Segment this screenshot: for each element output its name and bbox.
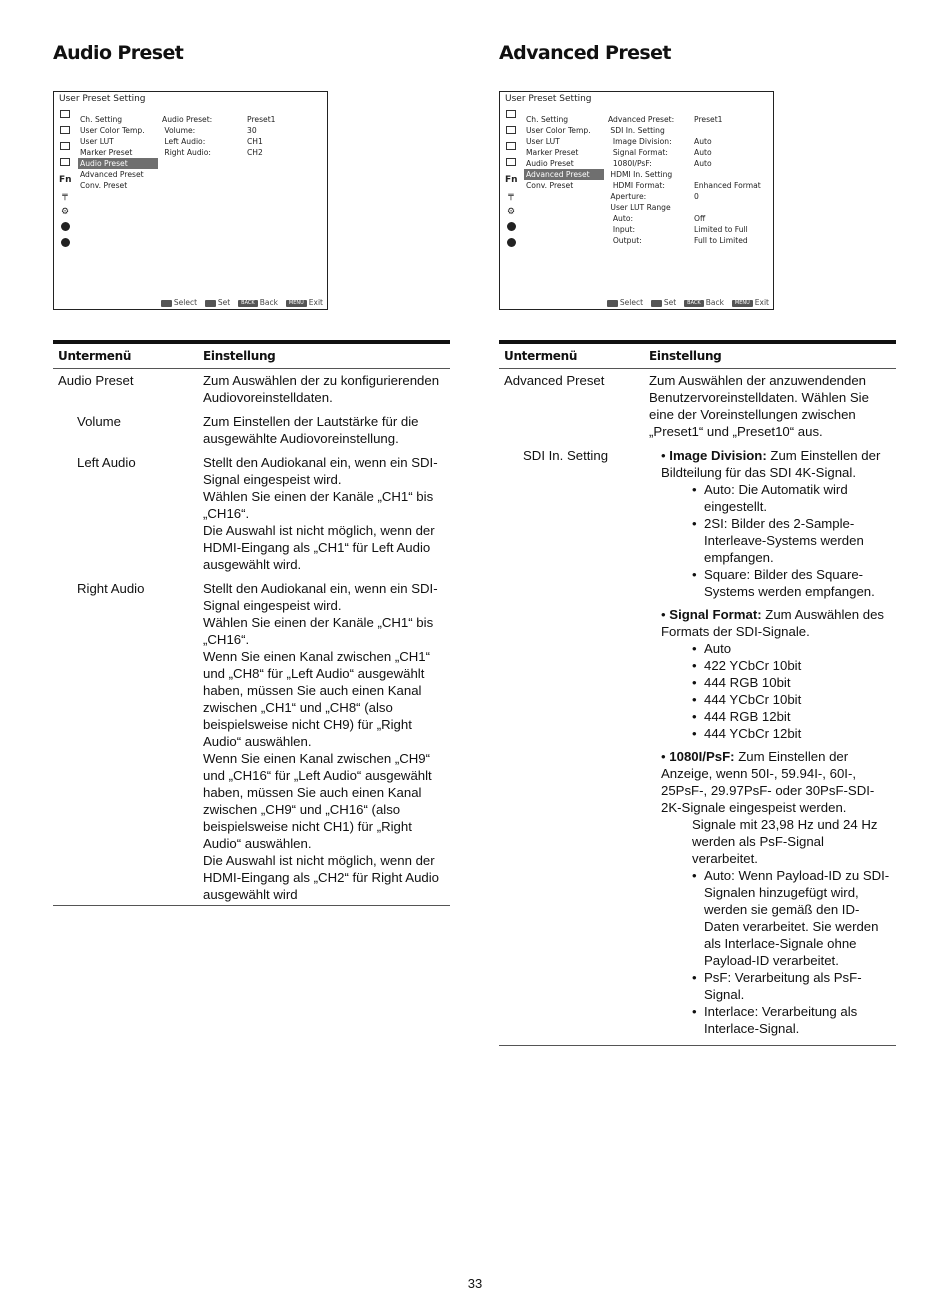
lut-icon [59,142,71,158]
description-paragraph: Zum Auswählen der zu konfigurierenden Audiovoreinstelldaten. [203,373,440,405]
setting-value: Preset1 [694,115,723,124]
sub-bullet-item [692,640,891,657]
icon-column [59,110,71,254]
key-label: Back [705,298,724,307]
bullet-term: Signal Format: [669,607,762,622]
menu-item: User LUT [80,137,114,146]
marker-icon [505,158,517,174]
menu-item: Audio Preset [78,158,158,169]
bullet-desc: Zum Einstellen der Anzeige, wenn 50I-, 59.94I-, 60I-, 25PsF-, 29.97PsF- oder 30PsF-SDI-2K-Signale eingespeist werden. [661,749,875,815]
description-paragraph: Zum Einstellen der Lautstärke für die ausgewählte Audiovoreinstellung. [203,414,419,446]
sub-bullet-text: 422 YCbCr 10bit [704,658,802,673]
submenu-name: Right Audio [53,577,198,906]
sub-bullet-item [692,708,891,725]
settings-table [53,340,450,906]
setting-value: Preset1 [247,115,276,124]
sub-bullet-item [692,867,891,969]
person-icon [59,110,71,126]
setting-label: SDI In. Setting [608,126,665,135]
tool-icon [505,222,517,238]
table-row [499,369,896,445]
key-label: Exit [754,298,769,307]
sub-bullet-text: Auto: Wenn Payload-ID zu SDI-Signalen hinzugefügt wird, werden sie gemäß den ID-Daten verarbeitet. Sie werden als Interlace-Signale ohne Payload-ID verarbeitet. [704,868,890,968]
menu-screenshot [499,91,774,310]
key-icon [205,300,216,307]
menu-item: User Color Temp. [526,126,591,135]
setting-value: Off [694,214,706,223]
bullet-term: 1080I/PsF: [669,749,735,764]
key-icon [161,300,172,307]
setting-value: 30 [247,126,257,135]
marker-icon [59,158,71,174]
bullet-marker: • [661,448,670,463]
sub-bullet-item [692,969,891,1003]
column-header-submenu: Untermenü [499,342,644,369]
bullet-marker: • [661,607,670,622]
bullet-marker: • [692,868,697,883]
bullet-marker: • [692,516,697,531]
menu-item: Conv. Preset [526,181,574,190]
menu-item: Advanced Preset [524,169,604,180]
setting-value: Enhanced Format [694,181,761,190]
menu-item: Advanced Preset [80,170,144,179]
sub-bullet-text: 444 RGB 10bit [704,675,791,690]
submenu-name: Left Audio [77,455,136,470]
menu-item: Conv. Preset [80,181,128,190]
section-heading: Audio Preset [53,42,184,64]
sub-bullet-item [692,481,891,515]
key-icon: MENU [286,300,307,307]
sub-bullet-text: PsF: Verarbeitung als PsF-Signal. [704,970,862,1002]
key-label: Back [259,298,278,307]
person-icon [505,110,517,126]
setting-label: Image Division: [608,137,672,146]
key-label: Set [217,298,231,307]
screen-title: User Preset Setting [59,94,146,104]
menu-screenshot [53,91,328,310]
bullet-marker: • [692,567,697,582]
menu-item: Ch. Setting [526,115,569,124]
menu-item: Audio Preset [526,159,574,168]
key-icon [607,300,618,307]
bullet-note: Signale mit 23,98 Hz und 24 Hz werden als PsF-Signal verarbeitet. [692,817,878,866]
setting-description [644,444,896,1046]
bullet-marker: • [692,641,697,656]
setting-label: User LUT Range [608,203,671,212]
menu-item: Marker Preset [80,148,133,157]
key-icon: MENU [732,300,753,307]
bullet-item [649,748,891,1037]
key-icon [651,300,662,307]
setting-value: Auto [694,159,712,168]
setting-label: Auto: [608,214,634,223]
sub-bullet-item [692,566,891,600]
sub-bullet-text: 444 YCbCr 10bit [704,692,802,707]
description-paragraph: Wählen Sie einen der Kanäle „CH1“ bis „CH16“. [203,489,434,521]
menu-item: Marker Preset [526,148,579,157]
page-number: 33 [467,1276,483,1289]
sub-bullet-text: 444 YCbCr 12bit [704,726,802,741]
bullet-marker: • [692,970,697,985]
bullet-marker: • [692,709,697,724]
lut-icon [505,142,517,158]
setting-label: 1080I/PsF: [608,159,652,168]
table-row [53,369,450,411]
menu-item: Ch. Setting [80,115,123,124]
sub-bullet-text: Auto: Die Automatik wird eingestellt. [704,482,848,514]
setting-label: Advanced Preset: [608,115,675,124]
bullet-term: Image Division: [669,448,767,463]
setting-value: Full to Limited [694,236,748,245]
sub-bullet-text: Square: Bilder des Square-Systems werden empfangen. [704,567,875,599]
sub-bullet-item [692,691,891,708]
bullet-marker: • [692,726,697,741]
sub-bullet-item [692,1003,891,1037]
setting-value: CH2 [247,148,263,157]
setting-description [198,577,450,906]
setting-label: Output: [608,236,642,245]
key-icon: BACK [238,300,258,307]
setting-label: HDMI Format: [608,181,665,190]
submenu-name: Advanced Preset [504,373,605,388]
setting-value: CH1 [247,137,263,146]
setting-label: Signal Format: [608,148,668,157]
description-paragraph: Wenn Sie einen Kanal zwischen „CH9“ und „CH16“ für „Left Audio“ ausgewählt haben, müssen Sie auch einen Kanal zwischen „CH9“ und „CH16“ (also beispielsweise nicht CH1) für „Right Audio“ auswählen. [203,751,432,851]
fn-icon: Fn [59,175,72,185]
sub-bullet-item [692,657,891,674]
setting-label: HDMI In. Setting [608,170,673,179]
setting-description [198,451,450,577]
bullet-item [649,447,891,600]
description-paragraph: Die Auswahl ist nicht möglich, wenn der HDMI-Eingang als „CH1“ für Left Audio ausgewählt wird. [203,523,435,572]
setting-values [694,114,761,246]
screen-footer [153,298,323,307]
bullet-marker: • [692,1004,697,1019]
bullet-text [661,606,891,640]
fn-icon: Fn [505,175,518,185]
bullet-text [661,447,891,481]
column-header-setting: Einstellung [198,342,450,369]
menu-list [78,114,158,191]
setting-label: Input: [608,225,636,234]
description-paragraph: Wählen Sie einen der Kanäle „CH1“ bis „CH16“. [203,615,434,647]
key-label: Select [619,298,644,307]
menu-item: User Color Temp. [80,126,145,135]
setting-label: Audio Preset: [162,115,213,124]
bullet-marker: • [692,482,697,497]
setting-value [694,169,761,180]
sub-bullet-text: 444 RGB 12bit [704,709,791,724]
sub-bullet-item [692,674,891,691]
description-paragraph: Die Auswahl ist nicht möglich, wenn der HDMI-Eingang als „CH2“ für Right Audio ausgewählt wird [203,853,440,902]
column-header-setting: Einstellung [644,342,896,369]
description-paragraph: Stellt den Audiokanal ein, wenn ein SDI-Signal eingespeist wird. [203,455,438,487]
bullet-marker: • [692,692,697,707]
sub-bullet-item [692,515,891,566]
sub-bullet-text: Auto [704,641,732,656]
settings-table [499,340,896,1046]
gear-icon: ⚙ [60,207,70,217]
adjust-icon: ╤ [62,191,68,201]
setting-value: Limited to Full [694,225,748,234]
key-label: Set [663,298,677,307]
setting-labels [162,114,212,158]
setting-value: 0 [694,192,699,201]
menu-item: User LUT [526,137,560,146]
description-paragraph: Wenn Sie einen Kanal zwischen „CH1“ und „CH8“ für „Left Audio“ ausgewählt haben, müssen Sie auch einen Kanal zwischen „CH1“ und „CH8“ (also beispielsweise nicht CH9) für „Right Audio“ auswählen. [203,649,430,749]
gear-icon: ⚙ [506,207,516,217]
setting-value [694,125,761,136]
setting-label: Aperture: [608,192,647,201]
color-temp-icon [505,126,517,142]
bullet-desc: Zum Einstellen der Bildteilung für das SDI 4K-Signal. [661,448,881,480]
sub-bullet-item [692,725,891,742]
tool-icon [59,222,71,238]
bullet-text [661,748,891,816]
setting-description [198,369,450,411]
table-row [53,451,450,577]
setting-description: Zum Auswählen der anzuwendenden Benutzervoreinstelldaten. Wählen Sie eine der Voreinstellungen zwischen „Preset1“ und „Preset10“ aus. [649,373,869,439]
sub-bullet-text: Interlace: Verarbeitung als Interlace-Signal. [704,1004,858,1036]
info-icon [505,238,517,254]
bullet-marker: • [692,658,697,673]
setting-description [198,410,450,451]
adjust-icon: ╤ [508,191,514,201]
setting-value: Auto [694,148,712,157]
table-row [53,577,450,906]
screen-title: User Preset Setting [505,94,592,104]
setting-label: Left Audio: [162,137,206,146]
sub-bullet-text: 2SI: Bilder des 2-Sample-Interleave-Systems werden empfangen. [704,516,864,565]
setting-value: Auto [694,137,712,146]
setting-labels [608,114,674,246]
submenu-name: SDI In. Setting [499,444,644,1046]
bullet-item [649,606,891,742]
setting-value [694,202,761,213]
table-row [53,410,450,451]
setting-values [247,114,276,158]
key-label: Exit [308,298,323,307]
bullet-marker: • [661,749,670,764]
icon-column [505,110,517,254]
column-header-submenu: Untermenü [53,342,198,369]
info-icon [59,238,71,254]
bullet-marker: • [692,675,697,690]
setting-label: Right Audio: [162,148,211,157]
setting-label: Volume: [162,126,196,135]
bullet-desc: Zum Auswählen des Formats der SDI-Signale. [661,607,885,639]
key-label: Select [173,298,198,307]
key-icon: BACK [684,300,704,307]
menu-list [524,114,604,191]
submenu-name: Audio Preset [58,373,134,388]
section-heading: Advanced Preset [499,42,671,64]
table-row [499,444,896,1046]
description-paragraph: Stellt den Audiokanal ein, wenn ein SDI-Signal eingespeist wird. [203,581,438,613]
submenu-name: Volume [77,414,121,429]
color-temp-icon [59,126,71,142]
screen-footer [599,298,769,307]
